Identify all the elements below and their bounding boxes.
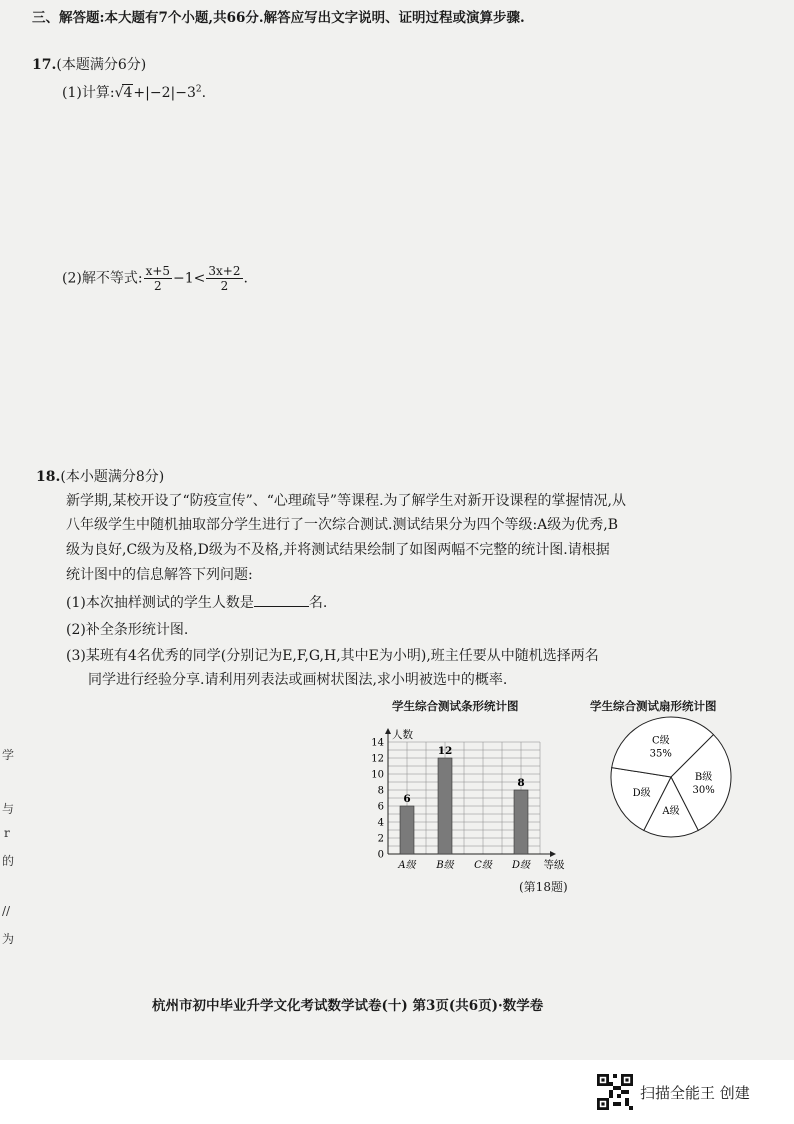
bar xyxy=(438,758,452,854)
q17-part1-end: . xyxy=(201,85,207,101)
answer-blank xyxy=(254,594,309,607)
margin-glyph: 的 xyxy=(2,854,15,868)
q18-para-line3: 级为良好,C级为及格,D级为不及格,并将测试结果绘制了如图两幅不完整的统计图.请根据 xyxy=(66,542,610,558)
y-tick-label: 4 xyxy=(377,817,384,829)
pie-slice-label: A级 xyxy=(662,806,680,817)
q18-sub3-line1: (3)某班有4名优秀的同学(分别记为E,F,G,H,其中E为小明),班主任要从中随机选择两名 xyxy=(66,648,599,664)
y-tick-label: 8 xyxy=(377,785,384,797)
q18-para-line1: 新学期,某校开设了“防疫宣传”、“心理疏导”等课程.为了解学生对新开设课程的掌握情况,从 xyxy=(66,493,626,509)
x-tick-label: C级 xyxy=(474,860,492,871)
figure-caption: (第18题) xyxy=(519,880,568,894)
q18-number: 18. xyxy=(36,469,61,485)
q18-para-line2: 八年级学生中随机抽取部分学生进行了一次综合测试.测试结果分为四个等级:A级为优秀,B xyxy=(66,517,619,533)
q17-heading xyxy=(32,54,146,74)
margin-glyph: r xyxy=(4,826,10,840)
y-tick-label: 14 xyxy=(371,737,384,749)
q18-sub3-line2: 同学进行经验分享.请利用列表法或画树状图法,求小明被选中的概率. xyxy=(88,672,508,688)
x-tick-label: D级 xyxy=(511,860,531,871)
q18-sub1 xyxy=(66,592,327,612)
pie-slice-percent: 35% xyxy=(649,748,672,760)
margin-glyph: // xyxy=(2,904,11,918)
pie-slice-label: B级 xyxy=(694,772,713,784)
y-axis-arrow xyxy=(385,728,391,734)
x-tick-label: B级 xyxy=(436,860,454,871)
fraction-right-num: 3x+2 xyxy=(208,264,241,278)
y-tick-label: 10 xyxy=(371,769,384,781)
page-footer: 杭州市初中毕业升学文化考试数学试卷(十) 第3页(共6页)·数学卷 xyxy=(152,998,544,1014)
q17-part1 xyxy=(62,82,206,102)
q18-sub2: (2)补全条形统计图. xyxy=(66,622,189,638)
q18-sub1-after: 名. xyxy=(308,595,328,611)
fraction-left xyxy=(144,264,172,293)
fraction-left-den: 2 xyxy=(153,279,162,293)
bar-data-label: 12 xyxy=(437,745,453,757)
q17-part1-exponent: 2 xyxy=(195,84,202,95)
q17-part2-end: . xyxy=(243,270,248,287)
fraction-right xyxy=(206,264,242,293)
margin-glyph: 与 xyxy=(2,802,15,816)
pie-slice-percent: 30% xyxy=(692,785,715,797)
bar-chart-title: 学生综合测试条形统计图 xyxy=(392,699,519,713)
y-tick-label: 2 xyxy=(377,833,384,845)
bar xyxy=(400,806,414,854)
qr-code-icon xyxy=(597,1074,633,1110)
margin-glyph: 学 xyxy=(2,748,15,762)
margin-glyph: 为 xyxy=(2,932,15,946)
y-axis-label: 人数 xyxy=(392,729,413,741)
q18-points: (本小题满分8分) xyxy=(60,469,165,485)
q17-part2-label: (2)解不等式: xyxy=(62,270,143,287)
q17-part2-mid: −1< xyxy=(173,270,206,287)
section-header: 三、解答题:本大题有7个小题,共66分.解答应写出文字说明、证明过程或演算步骤. xyxy=(32,10,525,26)
pie-chart xyxy=(598,714,744,844)
y-tick-label: 12 xyxy=(371,753,384,765)
q17-points: (本题满分6分) xyxy=(56,57,147,73)
x-tick-label: A级 xyxy=(398,860,416,871)
pie-slice-label: D级 xyxy=(632,787,651,799)
sqrt-radicand: 4 xyxy=(123,85,133,101)
q17-part1-expr: +|−2|−3 xyxy=(133,85,196,101)
bar-chart xyxy=(360,712,590,882)
x-axis-label: 等级 xyxy=(543,859,565,871)
q18-para-line4: 统计图中的信息解答下列问题: xyxy=(66,567,253,583)
q17-part2 xyxy=(62,264,248,293)
y-tick-label: 0 xyxy=(377,849,384,861)
q17-number: 17. xyxy=(32,57,57,73)
scanner-label: 扫描全能王 创建 xyxy=(640,1084,750,1102)
sqrt-sign: √ xyxy=(114,85,124,101)
q17-part1-label: (1)计算: xyxy=(62,85,115,101)
bar-data-label: 8 xyxy=(517,777,525,789)
pie-slice-label: C级 xyxy=(651,735,670,747)
x-axis-arrow xyxy=(550,851,556,857)
fraction-left-num: x+5 xyxy=(145,264,171,278)
bar xyxy=(514,790,528,854)
q18-sub1-text: (1)本次抽样测试的学生人数是 xyxy=(66,595,254,611)
fraction-right-den: 2 xyxy=(220,279,229,293)
pie-chart-title: 学生综合测试扇形统计图 xyxy=(590,699,717,713)
q18-heading xyxy=(36,466,164,486)
y-tick-label: 6 xyxy=(377,801,384,813)
bar-data-label: 6 xyxy=(403,793,411,805)
